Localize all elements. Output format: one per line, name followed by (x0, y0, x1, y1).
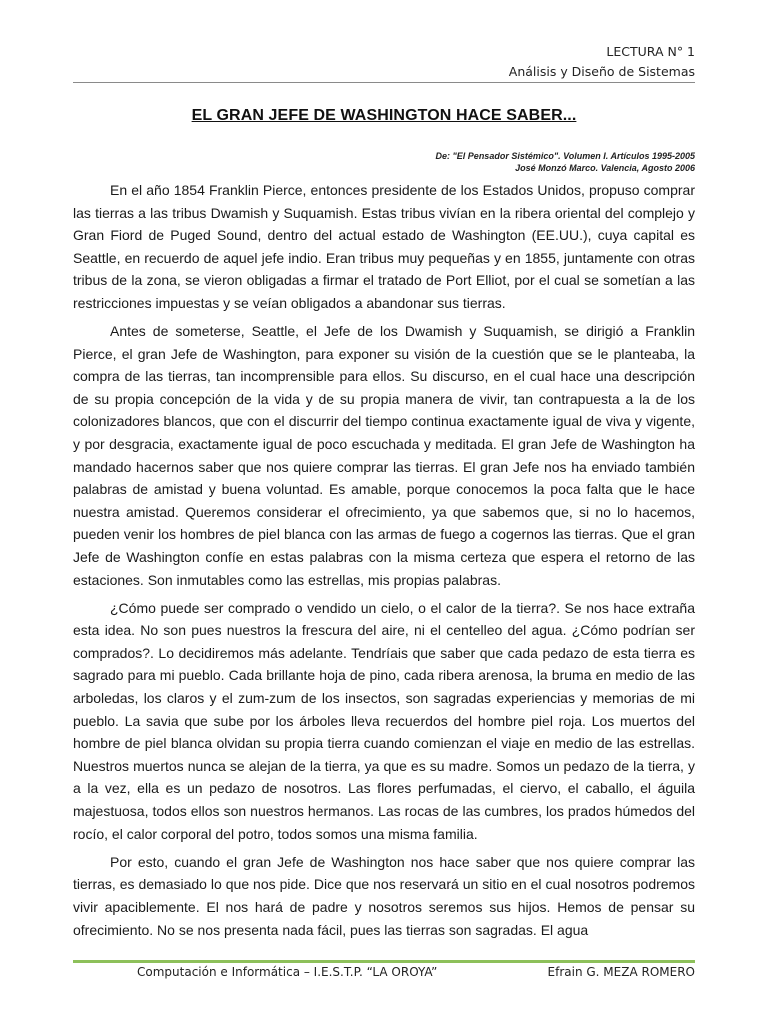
footer-divider (73, 960, 695, 963)
paragraph-4: Por esto, cuando el gran Jefe de Washington nos hace saber que nos quiere comprar las tierras, es demasiado lo que nos pide. Dice que nos reservará un sitio en el cual nosotros podremos vivir apaciblemente. El nos hará de padre y nosotros seremos sus hijos. Hemos de pensar su ofrecimiento. No se nos presenta nada fácil, pues las tierras son sagradas. El agua (73, 853, 695, 938)
footer-author: Efrain G. MEZA ROMERO (547, 965, 695, 979)
paragraph-2: Antes de someterse, Seattle, el Jefe de los Dwamish y Suquamish, se dirigió a Franklin Pierce, el gran Jefe de Washington, para exponer su visión de la cuestión que se le planteaba, la compra de las tierras, tan incomprensible para ellos. Su discurso, en el cual hace una descripción de su propia concepción de la vida y de su propia manera de vivir, tan contrapuesta a la de los colonizadores blancos, que con el discurrir del tiempo continua exactamente igual de viva y vigente, y por desgracia, exactamente igual de poco escuchada y meditada. El gran Jefe de Washington ha mandado hacernos saber que nos quiere comprar las tierras. El gran Jefe nos ha enviado también palabras de amistad y buena voluntad. Es amable, porque conocemos la poca falta que le hace nuestra amistad. Queremos considerar el ofrecimiento, ya que sabemos que, si no lo hacemos, pueden venir los hombres de piel blanca con las armas de fuego a cogernos las tierras. Que el gran Jefe de Washington confíe en estas palabras con la misma certeza que espera el retorno de las estaciones. Son inmutables como las estrellas, mis propias palabras. (73, 323, 695, 588)
source-line-1: De: "El Pensador Sistémico". Volumen I. Artículos 1995-2005 (435, 151, 695, 161)
paragraph-1: En el año 1854 Franklin Pierce, entonces presidente de los Estados Unidos, propuso comprar las tierras a las tribus Dwamish y Suquamish. Estas tribus vivían en la ribera oriental del complejo y Gran Fiord de Puged Sound, dentro del actual estado de Washington (EE.UU.), cuya capital es Seattle, en recuerdo de aquel jefe indio. Eran tribus muy pequeñas y en 1855, juntamente con otras tribus de la zona, se vieron obligadas a firmar el tratado de Port Elliot, por el cual se sometían a las restricciones impuestas y se veían obligados a abandonar sus tierras. (73, 182, 695, 311)
paragraph-3: ¿Cómo puede ser comprado o vendido un cielo, o el calor de la tierra?. Se nos hace extraña esta idea. No son pues nuestros la frescura del aire, ni el centelleo del agua. ¿Cómo podrían ser comprados?. Lo decidiremos más adelante. Tendríais que saber que cada pedazo de esta tierra es sagrado para mi pueblo. Cada brillante hoja de pino, cada ribera arenosa, la bruma en medio de las arboledas, los claros y el zum-zum de los insectos, son sagradas experiencias y memorias de mi pueblo. La savia que sube por los árboles lleva recuerdos del hombre piel roja. Los muertos del hombre de piel blanca olvidan su propia tierra cuando comienzan el viaje en medio de las estrellas. Nuestros muertos nunca se alejan de la tierra, ya que es su madre. Somos un pedazo de la tierra, y a la vez, ella es un pedazo de nosotros. Las flores perfumadas, el ciervo, el caballo, el águila majestuosa, todos ellos son nuestros hermanos. Las rocas de las cumbres, los prados húmedos del rocío, el calor corporal del potro, todos somos una misma familia. (73, 599, 695, 842)
source-line-2: José Monzó Marco. Valencia, Agosto 2006 (515, 163, 695, 173)
header-lectura-number: LECTURA N° 1 (606, 44, 695, 59)
page-header (509, 42, 695, 82)
header-divider (73, 82, 695, 83)
document-body (73, 179, 695, 947)
header-subject: Análisis y Diseño de Sistemas (508, 64, 695, 79)
document-title: EL GRAN JEFE DE WASHINGTON HACE SABER... (191, 107, 577, 124)
source-citation (436, 150, 695, 174)
footer-institution: Computación e Informática – I.E.S.T.P. “LA OROYA” (137, 965, 438, 979)
